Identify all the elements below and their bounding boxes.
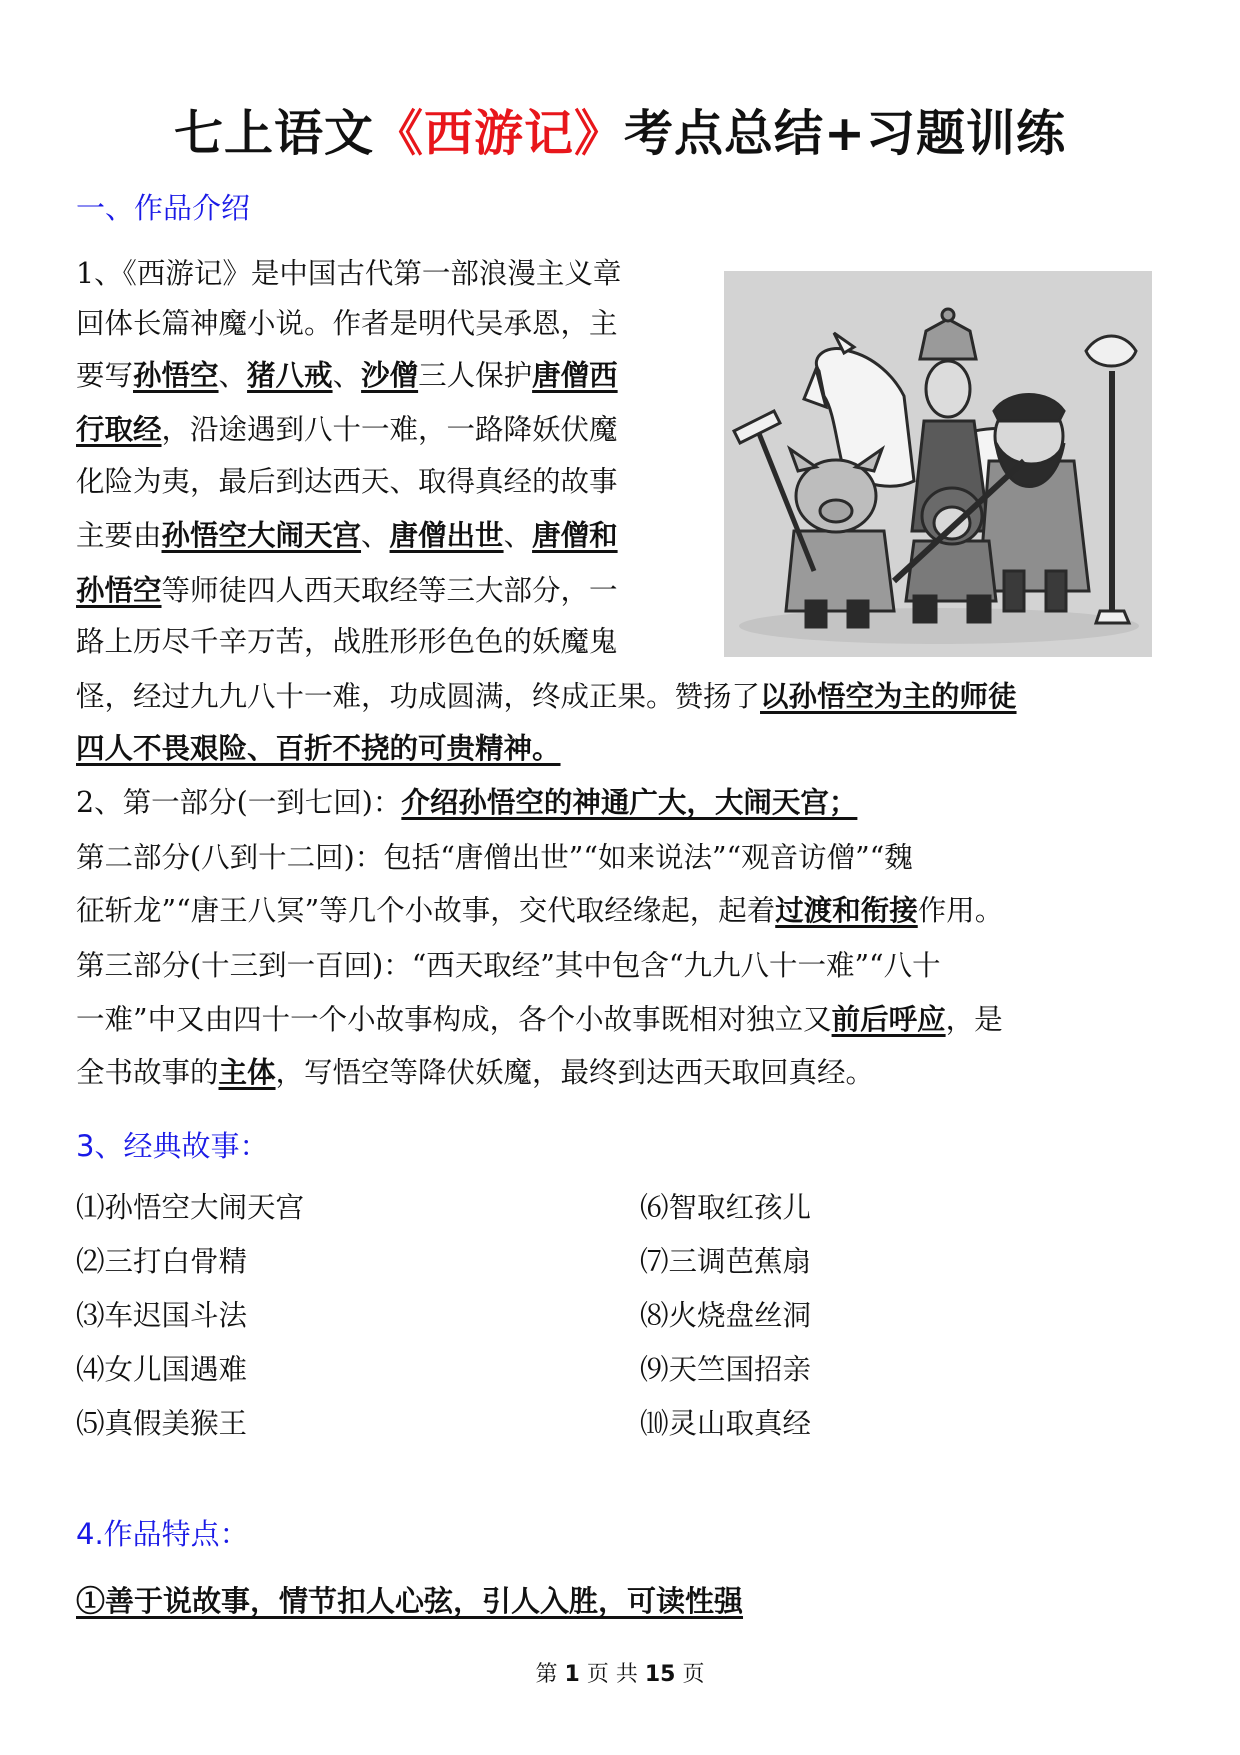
story-item: ⑺三调芭蕉扇 [640,1245,812,1278]
keyword: 主体 [218,1055,276,1089]
para1-line: 路上历尽千辛万苦，战胜形形色色的妖魔鬼 [76,625,618,658]
para1-line: 回体长篇神魔小说。作者是明代吴承恩，主 [76,307,618,340]
story-item: ⑹智取红孩儿 [640,1191,812,1224]
keyword: 孙悟空大闹天宫 [161,518,362,552]
para2-line: 全书故事的主体，写悟空等降伏妖魔，最终到达西天取回真经。 [76,1055,875,1089]
story-item: ⑷女儿国遇难 [76,1353,248,1386]
para2-line: 第二部分(八到十二回)：包括“唐僧出世”“如来说法”“观音访僧”“魏 [76,841,913,874]
section-heading-stories: 3、经典故事： [76,1129,269,1163]
para2-line: 第三部分(十三到一百回)：“西天取经”其中包含“九九八十一难”“八十 [76,949,941,982]
page-footer: 第 1 页 共 15 页 [535,1662,705,1687]
keyword: 过渡和衔接 [775,893,918,927]
keyword: 猪八戒 [247,358,333,392]
keyword: 唐僧出世 [389,518,504,552]
page-title: 七上语文《西游记》考点总结+习题训练 [173,105,1067,162]
keyword: 唐僧和 [532,518,618,552]
para1-line: 1、《西游记》是中国古代第一部浪漫主义章 [76,257,622,290]
story-item: ⑻火烧盘丝洞 [640,1299,812,1332]
para2-line: 2、第一部分(一到七回)：介绍孙悟空的神通广大，大闹天宫； [76,785,858,819]
keyword: 介绍孙悟空的神通广大，大闹天宫； [401,785,858,819]
para1-line: 孙悟空等师徒四人西天取经等三大部分，一 [76,573,618,607]
feature-item: ①善于说故事，情节扣人心弦，引人入胜，可读性强 [76,1584,744,1618]
section-heading-features: 4.作品特点： [76,1517,249,1551]
pilgrims-illustration [724,271,1152,657]
keyword: 前后呼应 [831,1002,946,1036]
keyword: 以孙悟空为主的师徒 [760,679,1017,713]
title-highlight: 《西游记》 [373,105,624,162]
keyword: 行取经 [76,412,162,446]
story-item: ⑵三打白骨精 [76,1245,248,1278]
story-item: ⑸真假美猴王 [76,1407,248,1440]
page-number: 1 [564,1662,580,1687]
total-pages: 15 [644,1662,676,1687]
para1-line: 怪，经过九九八十一难，功成圆满，终成正果。赞扬了以孙悟空为主的师徒 [76,679,1017,713]
para1-line: 行取经，沿途遇到八十一难，一路降妖伏魔 [76,412,618,446]
keyword: 孙悟空 [76,573,162,607]
para1-line: 化险为夷，最后到达西天、取得真经的故事 [76,465,618,498]
story-item: ⑶车迟国斗法 [76,1299,248,1332]
keyword: 唐僧西 [532,358,618,392]
para1-line: 主要由孙悟空大闹天宫、唐僧出世、唐僧和 [76,518,618,552]
para1-line [76,728,561,769]
story-item: ⑽灵山取真经 [640,1407,812,1440]
para1-line: 要写孙悟空、猪八戒、沙僧三人保护唐僧西 [76,358,618,392]
keyword: 四人不畏艰险、百折不挠的可贵精神。 [76,731,561,765]
keyword: 沙僧 [361,358,419,392]
para2-line: 一难”中又由四十一个小故事构成，各个小故事既相对独立又前后呼应，是 [76,1002,1003,1036]
story-item: ⑴孙悟空大闹天宫 [76,1191,305,1224]
story-item: ⑼天竺国招亲 [640,1353,812,1386]
para2-line: 征斩龙”“唐王八冥”等几个小故事，交代取经缘起，起着过渡和衔接作用。 [76,893,1004,927]
section-heading-intro: 一、作品介绍 [76,191,251,225]
keyword: 孙悟空 [133,358,219,392]
